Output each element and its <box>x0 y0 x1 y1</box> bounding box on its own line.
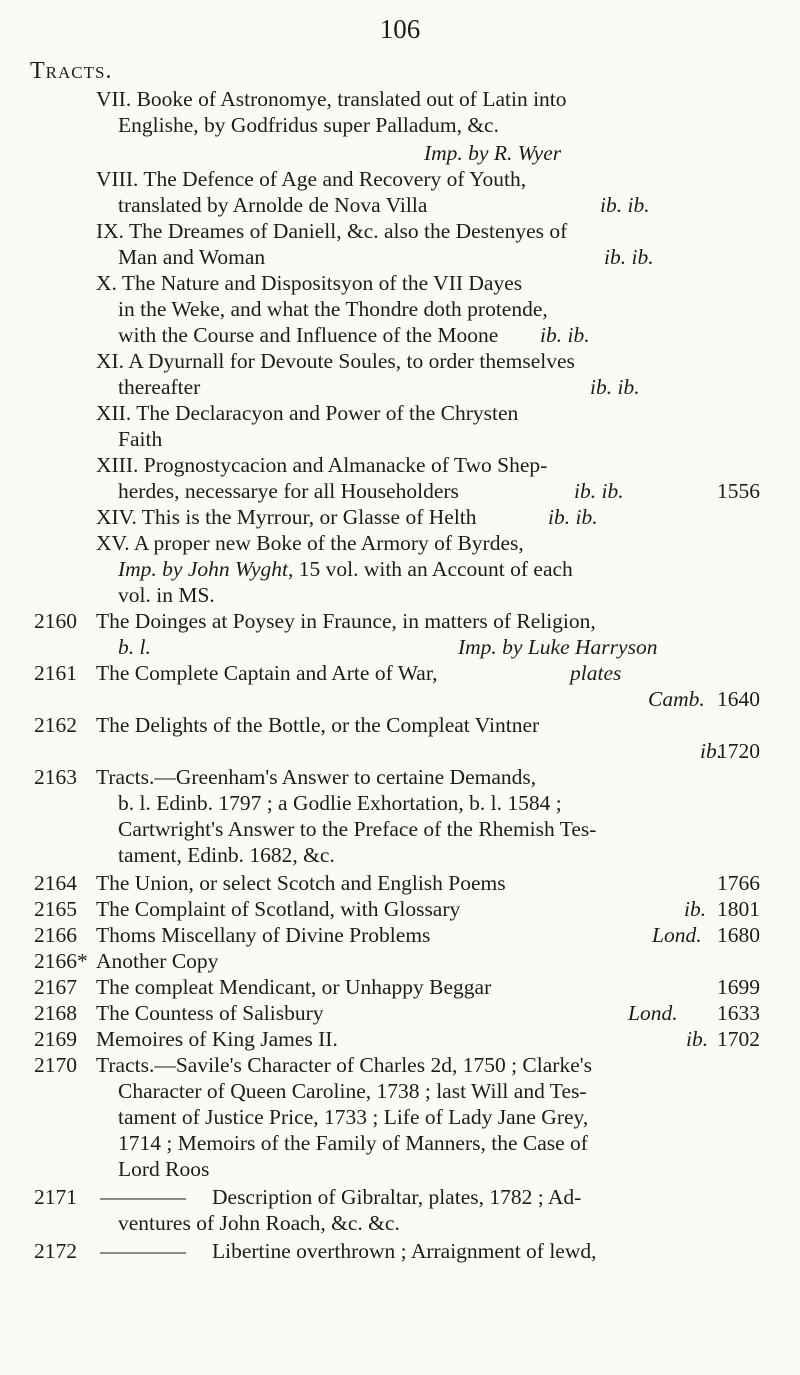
entry-line: The Delights of the Bottle, or the Compleat Vintner <box>96 713 540 737</box>
entry-line: The Complaint of Scotland, with Glossary <box>96 897 461 921</box>
entry-line: 1714 ; Memoirs of the Family of Manners, the Case of <box>118 1131 588 1155</box>
entry-line: in the Weke, and what the Thondre doth protende, <box>118 297 548 321</box>
entry-line: translated by Arnolde de Nova Villa <box>118 193 428 217</box>
entry-line: with the Course and Influence of the Moone <box>118 323 499 347</box>
entry-line: XIV. This is the Myrrour, or Glasse of Helth <box>96 505 477 529</box>
lot-number: 2165 <box>34 897 77 921</box>
entry-line: vol. in MS. <box>118 583 215 607</box>
entry-line: The Countess of Salisbury <box>96 1001 324 1025</box>
entry-line: tament, Edinb. 1682, &c. <box>118 843 335 867</box>
entry-line: Imp. by R. Wyer <box>424 141 562 165</box>
lot-number: 2164 <box>34 871 77 895</box>
lot-number: 2172 <box>34 1239 77 1263</box>
entry-line: Tracts.—Savile's Character of Charles 2d, 1750 ; Clarke's <box>96 1053 592 1077</box>
entry-line: b. l. Edinb. 1797 ; a Godlie Exhortation, b. l. 1584 ; <box>118 791 562 815</box>
imprint: ib. <box>684 897 707 921</box>
entry-line: XI. A Dyurnall for Devoute Soules, to order themselves <box>96 349 575 373</box>
entry-line: Lord Roos <box>118 1157 210 1181</box>
lot-number: 2167 <box>34 975 77 999</box>
imprint: ib. ib. <box>574 479 624 503</box>
imprint: ib. ib. <box>600 193 650 217</box>
entry-line: herdes, necessarye for all Householders <box>118 479 459 503</box>
page-number: 106 <box>379 14 421 44</box>
lot-number: 2166* <box>34 949 88 973</box>
year: 1801 <box>717 897 760 921</box>
imprint: ib. ib. <box>540 323 590 347</box>
imprint: ib. ib. <box>604 245 654 269</box>
lot-number: 2160 <box>34 609 77 633</box>
year: 1702 <box>717 1027 760 1051</box>
running-head: Tracts. <box>30 58 113 84</box>
lot-number: 2166 <box>34 923 77 947</box>
lot-number: 2170 <box>34 1053 77 1077</box>
entry-line: The compleat Mendicant, or Unhappy Beggar <box>96 975 492 999</box>
entry-line: Description of Gibraltar, plates, 1782 ; Ad- <box>212 1185 582 1209</box>
entry-line: The Union, or select Scotch and English Poems <box>96 871 506 895</box>
entry-line: Libertine overthrown ; Arraignment of lewd, <box>212 1239 597 1263</box>
entry-line: X. The Nature and Dispositsyon of the VII Dayes <box>96 271 523 295</box>
entry-line: The Doinges at Poysey in Fraunce, in matters of Religion, <box>96 609 596 633</box>
entry-line: Cartwright's Answer to the Preface of the Rhemish Tes- <box>118 817 597 841</box>
entry-line: Memoires of King James II. <box>96 1027 338 1051</box>
lot-number: 2171 <box>34 1185 77 1209</box>
imprint: ib. <box>700 739 723 763</box>
imprint: Lond. <box>628 1001 678 1025</box>
year: 1720 <box>717 739 760 763</box>
entry-line: IX. The Dreames of Daniell, &c. also the Destenyes of <box>96 219 568 243</box>
imprint: Imp. by Luke Harryson <box>458 635 658 659</box>
entry-line: thereafter <box>118 375 201 399</box>
lot-number: 2163 <box>34 765 77 789</box>
entry-line: VII. Booke of Astronomye, translated out of Latin into <box>96 87 567 111</box>
year: 1640 <box>717 687 760 711</box>
lot-number: 2162 <box>34 713 77 737</box>
entry-line: VIII. The Defence of Age and Recovery of Youth, <box>96 167 527 191</box>
imprint: ib. ib. <box>548 505 598 529</box>
entry-line: Man and Woman <box>118 245 266 269</box>
year: 1699 <box>717 975 760 999</box>
entry-line: Character of Queen Caroline, 1738 ; last Will and Tes- <box>118 1079 587 1103</box>
imprint: Camb. <box>648 687 705 711</box>
imprint: Lond. <box>652 923 702 947</box>
entry-line: XV. A proper new Boke of the Armory of Byrdes, <box>96 531 524 555</box>
entry-line: Faith <box>118 427 163 451</box>
imprint: b. l. <box>118 635 151 659</box>
ditto-dash: ———— <box>100 1239 186 1263</box>
entry-line: XII. The Declaracyon and Power of the Chrysten <box>96 401 519 425</box>
entry-line: tament of Justice Price, 1733 ; Life of Lady Jane Grey, <box>118 1105 589 1129</box>
entry-line: Tracts.—Greenham's Answer to certaine Demands, <box>96 765 537 789</box>
entry-line: The Complete Captain and Arte of War, <box>96 661 438 685</box>
entry-line: Englishe, by Godfridus super Palladum, &c. <box>118 113 499 137</box>
imprint: ib. <box>686 1027 709 1051</box>
lot-number: 2168 <box>34 1001 77 1025</box>
year: 1766 <box>717 871 760 895</box>
entry-line: Thoms Miscellany of Divine Problems <box>96 923 431 947</box>
lot-number: 2169 <box>34 1027 77 1051</box>
ditto-dash: ———— <box>100 1185 186 1209</box>
imprint: ib. ib. <box>590 375 640 399</box>
entry-line: XIII. Prognostycacion and Almanacke of Two Shep- <box>96 453 548 477</box>
year: 1633 <box>717 1001 760 1025</box>
entry-line: Imp. by John Wyght, 15 vol. with an Account of each <box>118 557 573 581</box>
lot-number: 2161 <box>34 661 77 685</box>
entry-line: Another Copy <box>96 949 219 973</box>
entry-line: ventures of John Roach, &c. &c. <box>118 1211 400 1235</box>
year: 1680 <box>717 923 760 947</box>
year: 1556 <box>717 479 760 503</box>
imprint: plates <box>570 661 622 685</box>
